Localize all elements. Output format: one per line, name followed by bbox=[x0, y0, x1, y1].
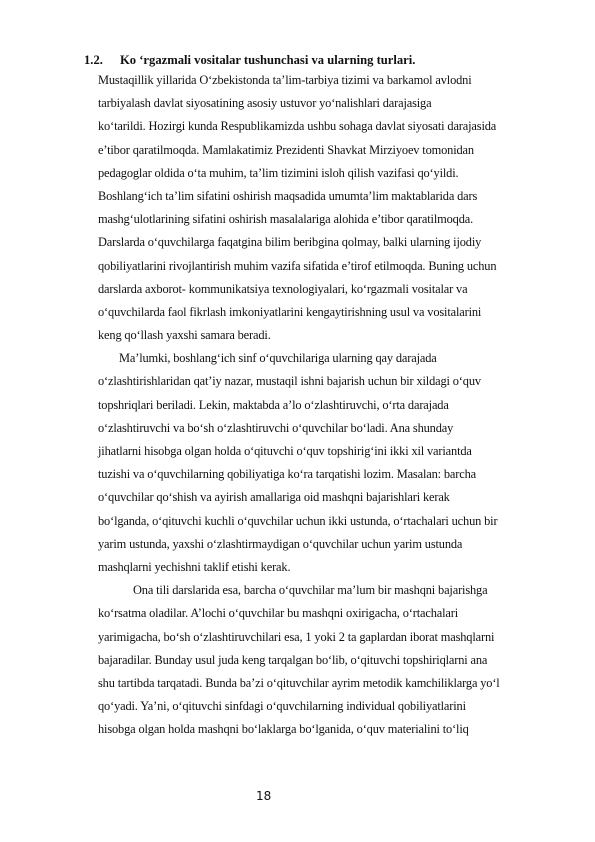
section-number: 1.2. bbox=[84, 53, 103, 67]
text-line: qo‘yadi. Ya’ni, o‘qituvchi sinfdagi o‘quvchilarning individual qobiliyatlarini bbox=[98, 699, 466, 714]
text-line: tarbiyalash davlat siyosatining asosiy ustuvor yo‘nalishlari darajasiga bbox=[98, 96, 432, 111]
text-line: pedagoglar oldida o‘ta muhim, ta’lim tizimini isloh qilish vazifasi qo‘yildi. bbox=[98, 165, 459, 180]
text-line: o‘quvchilarda faol fikrlash imkoniyatlarini kengaytirishning usul va vositalarini bbox=[98, 304, 482, 319]
text-line: Boshlang‘ich ta’lim sifatini oshirish maqsadida umumta’lim maktablarida dars bbox=[98, 188, 478, 203]
text-line: ko‘tarildi. Hozirgi kunda Respublikamizda ushbu sohaga davlat siyosati darajasida bbox=[98, 119, 497, 134]
text-line: mashg‘ulotlarining sifatini oshirish masalalariga alohida e’tibor qaratilmoqda. bbox=[98, 212, 474, 227]
page-number: 18 bbox=[256, 789, 272, 803]
text-line: mashqlarni yechishni taklif etishi kerak. bbox=[98, 559, 291, 574]
paragraph-start-line: Ma’lumki, boshlang‘ich sinf o‘quvchilariga ularning qay darajada bbox=[119, 351, 437, 366]
section-heading bbox=[84, 53, 584, 68]
section-title: Ko ‘rgazmali vositalar tushunchasi va ularning turlari. bbox=[120, 53, 416, 67]
text-line: e’tibor qaratilmoqda. Mamlakatimiz Prezidenti Shavkat Mirziyoev tomonidan bbox=[98, 142, 474, 157]
text-line: keng qo‘llash yaxshi samara beradi. bbox=[98, 328, 271, 343]
text-line: qobiliyatlarini rivojlantirish muhim vazifa sifatida e’tirof etilmoqda. Buning uchun bbox=[98, 258, 497, 273]
text-line: o‘quvchilar qo‘shish va ayirish amallariga oid mashqni bajarishlari kerak bbox=[98, 490, 450, 505]
text-line: bo‘lganda, o‘qituvchi kuchli o‘quvchilar uchun ikki ustunda, o‘rtachalari uchun bir bbox=[98, 513, 498, 528]
text-line: shu tartibda tarqatadi. Bunda ba’zi o‘qituvchilar ayrim metodik kamchiliklarga yo‘l bbox=[98, 675, 500, 690]
body-text bbox=[98, 69, 594, 741]
text-line: topshriqlari beriladi. Lekin, maktabda a’lo o‘zlashtiruvchi, o‘rta darajada bbox=[98, 397, 449, 412]
text-line: ko‘rsatma oladilar. A’lochi o‘quvchilar bu mashqni oxirigacha, o‘rtachalari bbox=[98, 606, 459, 621]
text-line: yarim ustunda, yaxshi o‘zlashtirmaydigan o‘quvchilar uchun yarim ustunda bbox=[98, 536, 463, 551]
text-line: Darslarda o‘quvchilarga faqatgina bilim beribgina qolmay, balki ularning ijodiy bbox=[98, 235, 482, 250]
text-line: Mustaqillik yillarida O‘zbekistonda ta’lim-tarbiya tizimi va barkamol avlodni bbox=[98, 73, 472, 87]
text-line: yarimigacha, bo‘sh o‘zlashtiruvchilari esa, 1 yoki 2 ta gaplardan iborat mashqlarni bbox=[98, 629, 495, 644]
text-line: o‘zlashtiruvchi va bo‘sh o‘zlashtiruvchi o‘quvchilar bo‘ladi. Ana shunday bbox=[98, 420, 454, 435]
text-line: o‘zlashtirishlaridan qat’iy nazar, mustaqil ishni bajarish uchun bir xildagi o‘quv bbox=[98, 374, 481, 389]
text-line: jihatlarni hisobga olgan holda o‘qituvchi o‘quv topshirig‘ini ikki xil variantda bbox=[98, 444, 472, 458]
text-line: hisobga olgan holda mashqni bo‘laklarga bo‘lganida, o‘quv materialini to‘liq bbox=[98, 722, 469, 737]
text-line: bajaradilar. Bunday usul juda keng tarqalgan bo‘lib, o‘qituvchi topshiriqlarni ana bbox=[98, 652, 488, 667]
paragraph-start-line: Ona tili darslarida esa, barcha o‘quvchilar ma’lum bir mashqni bajarishga bbox=[133, 583, 488, 598]
text-line: darslarda axborot- kommunikatsiya texnologiyalari, ko‘rgazmali vositalar va bbox=[98, 281, 468, 296]
text-line: tuzishi va o‘quvchilarning qobiliyatiga ko‘ra tarqatishi lozim. Masalan: barcha bbox=[98, 467, 476, 482]
